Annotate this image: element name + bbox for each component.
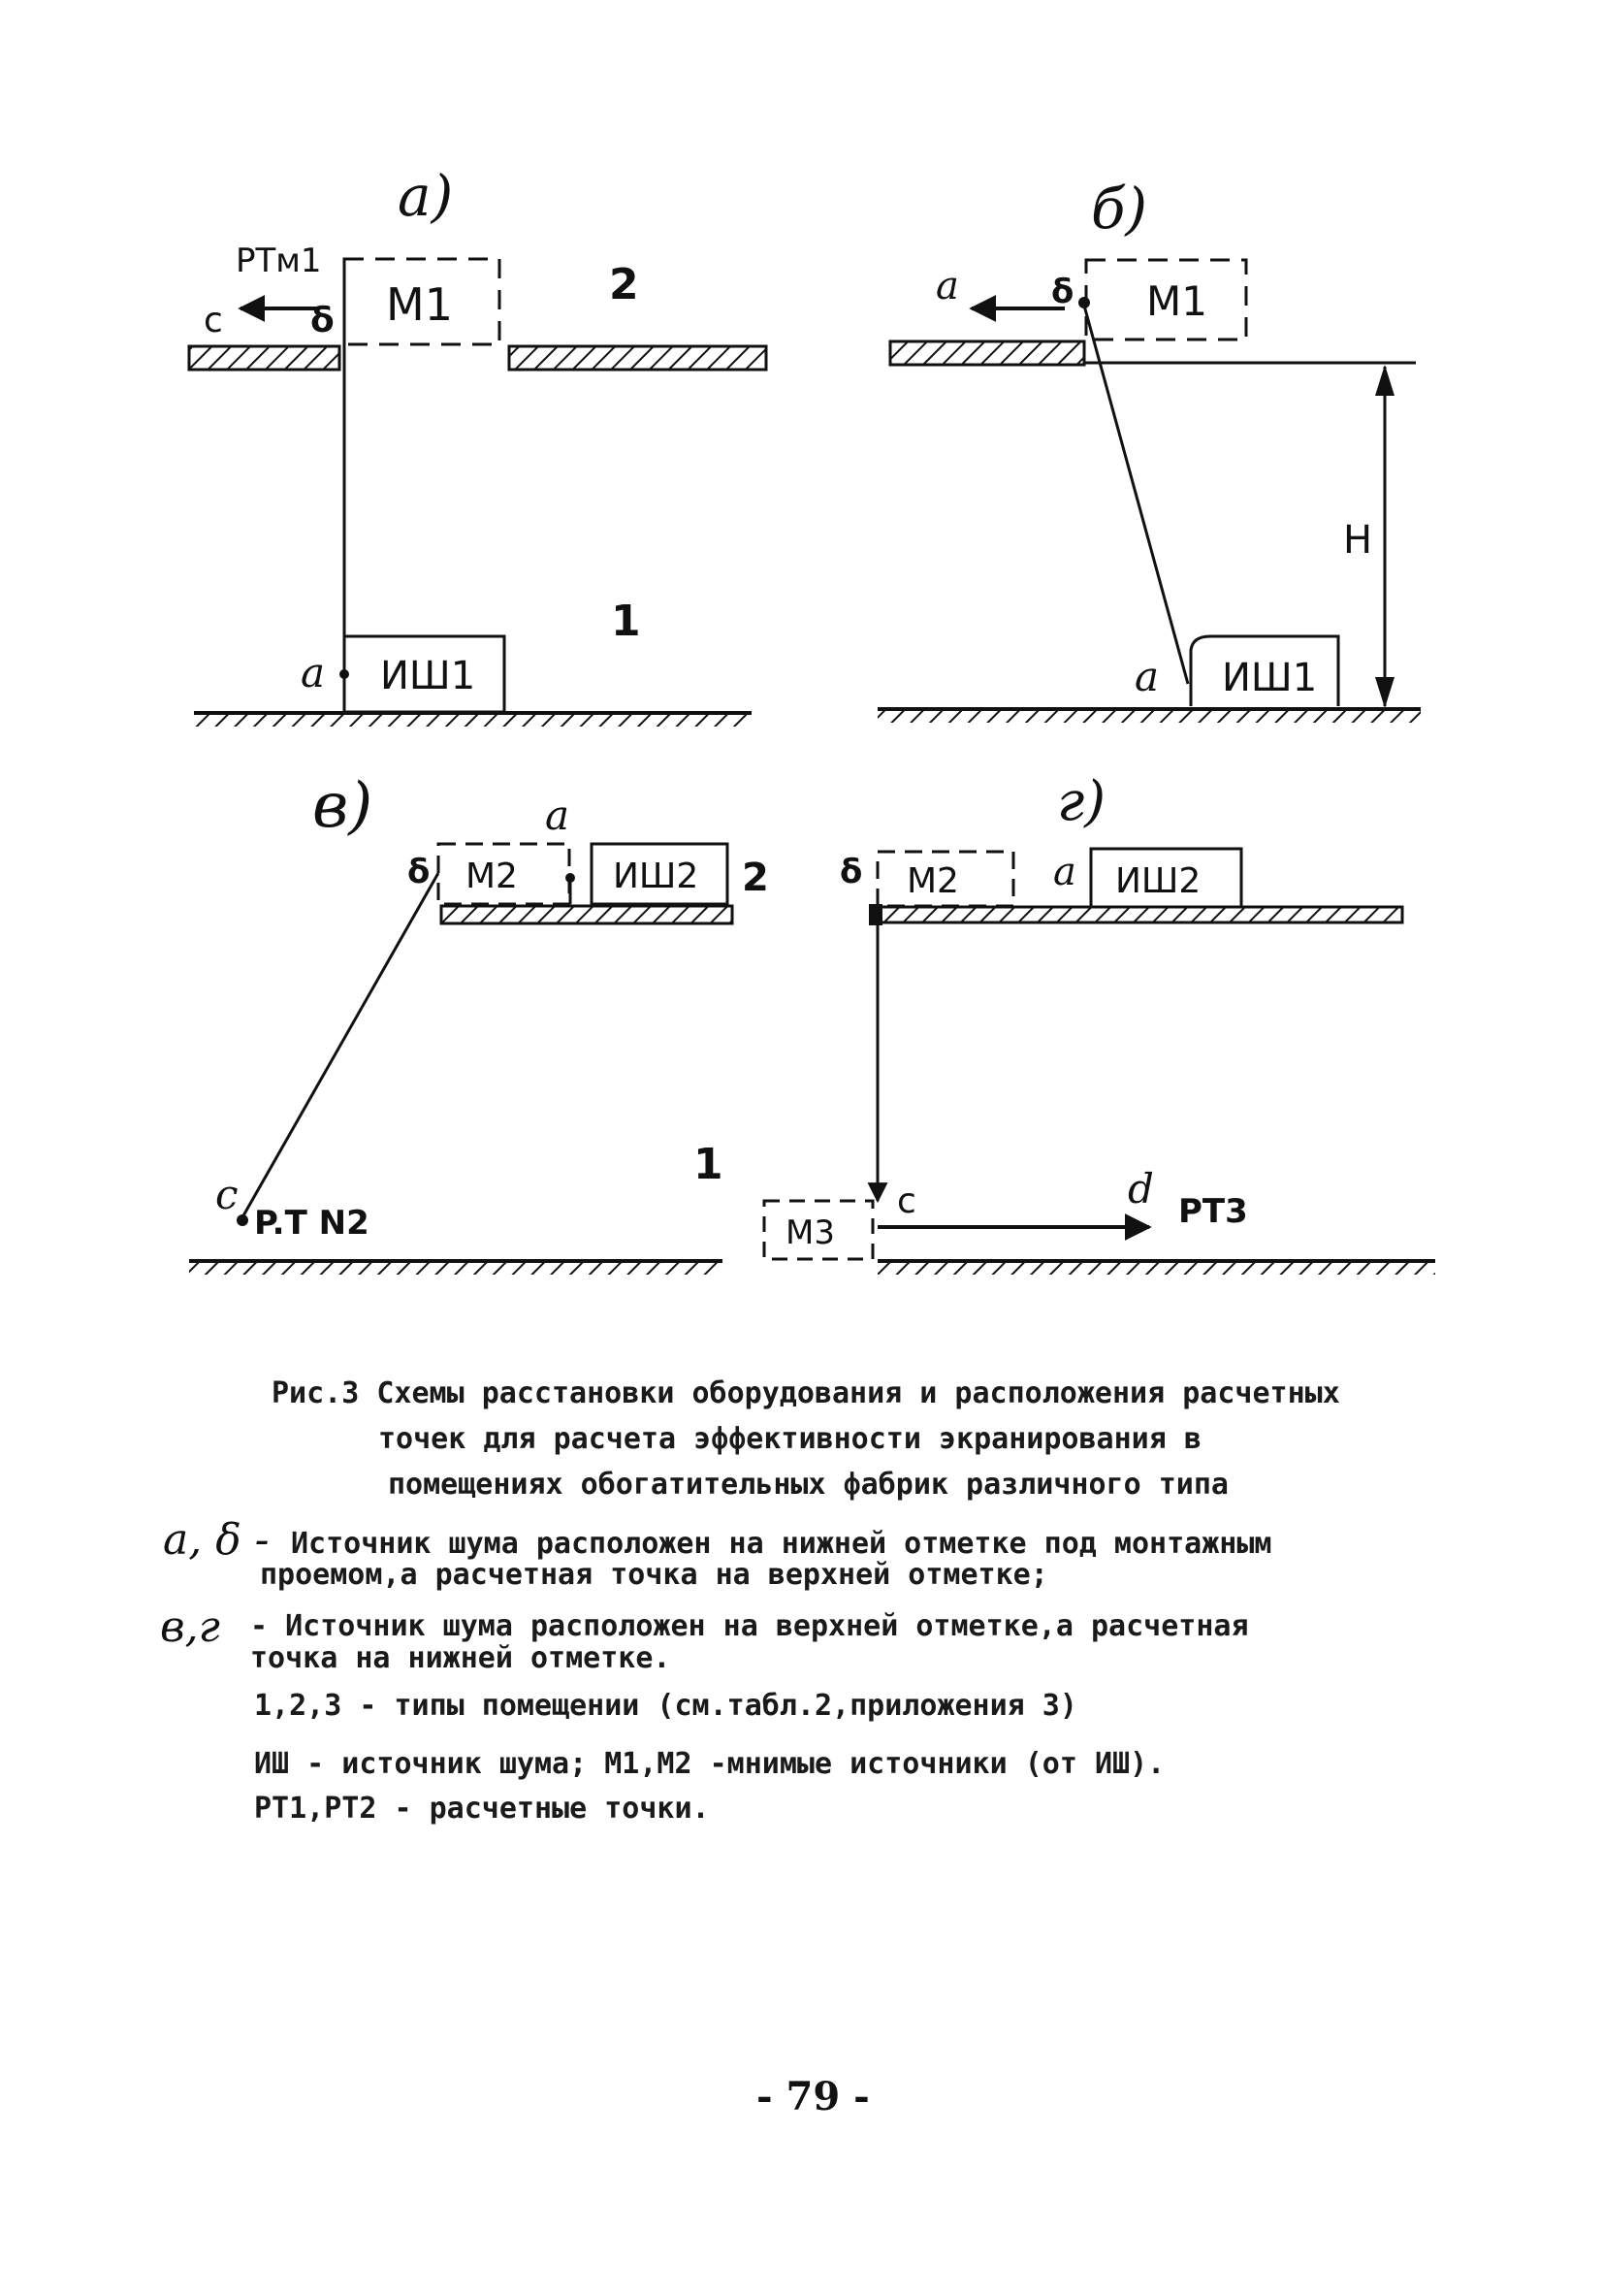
dimension-h-arrow-top [1375, 365, 1395, 396]
legend-line-5: РТ1,РТ2 - расчетные точки. [254, 1792, 710, 1826]
legend-key-2: в,г [160, 1602, 220, 1652]
rt-label-v: P.T N2 [254, 1204, 369, 1243]
panel-a [189, 163, 766, 727]
dimension-h-arrow-bottom [1375, 677, 1395, 708]
point-d-g: d [1128, 1165, 1154, 1213]
panel-v [189, 770, 769, 1275]
source-label-ish2-v: ИШ2 [613, 857, 699, 896]
source-label-ish1-b: ИШ1 [1222, 656, 1318, 700]
mirror-label-m1-b: M1 [1146, 277, 1207, 325]
legend-line-4: ИШ - источник шума; М1,М2 -мнимые источники (от ИШ). [254, 1747, 1166, 1781]
figure-caption [272, 1375, 1340, 1412]
floor-lower-v: 1 [693, 1140, 723, 1189]
panel-v-label: в) [312, 770, 373, 842]
ray-v-slanted [242, 873, 438, 1217]
ground-hatch-v [189, 1263, 722, 1275]
slab-g-edge [869, 904, 882, 925]
point-a-v: a [545, 792, 570, 839]
point-a-g: a [1053, 850, 1076, 894]
source-label-ish2-g: ИШ2 [1115, 861, 1202, 901]
caption-line-3-block [388, 1467, 1229, 1504]
panel-b [878, 176, 1421, 723]
ground-hatch-a [194, 715, 752, 727]
mirror-label-m1-a: M1 [386, 278, 453, 331]
floor-upper-v: 2 [742, 856, 769, 900]
point-c-a: c [204, 301, 223, 340]
point-dot-a [339, 669, 349, 679]
legend-text-2-line-1: - Источник шума расположен на верхней отметке,а расчетная [250, 1609, 1249, 1643]
slab-g [871, 907, 1402, 922]
point-a-v-dot [565, 873, 575, 883]
slab-a-left [189, 346, 339, 370]
point-b-b: δ [1051, 273, 1074, 311]
point-b-v: δ [407, 853, 431, 891]
slab-b-left [890, 341, 1084, 365]
ground-hatch-b [878, 711, 1421, 723]
slab-v [441, 906, 732, 923]
caption-line-1: Схемы расстановки оборудования и расположения расчетных [376, 1376, 1340, 1410]
dimension-h-label: H [1343, 518, 1373, 563]
caption-prefix: Рис. [272, 1376, 342, 1410]
point-b-a: δ [310, 301, 335, 340]
point-c-v: c [215, 1171, 239, 1218]
slab-a-right [509, 346, 766, 370]
mirror-label-m2-v: M2 [465, 857, 518, 896]
panel-g [764, 770, 1435, 1275]
legend-text-1-line-2: проемом,а расчетная точка на верхней отметке; [260, 1558, 1048, 1592]
mirror-label-m2-g: M2 [907, 861, 959, 901]
caption-line-2: точек для расчета эффективности экранирования в [378, 1422, 1202, 1456]
legend-line-3: 1,2,3 - типы помещении (см.табл.2,приложения 3) [254, 1689, 1077, 1723]
ground-hatch-g [878, 1263, 1435, 1275]
panel-b-label: б) [1091, 176, 1148, 242]
mirror-label-m3-g: M3 [785, 1213, 835, 1252]
legend-text-1-line-1: Источник шума расположен на нижней отметке под монтажным [291, 1527, 1272, 1561]
point-a-b: a [1135, 653, 1160, 700]
point-b-g: δ [840, 853, 863, 891]
caption-number: 3 [341, 1376, 360, 1410]
caption-line-3: помещениях обогатительных фабрик различного типа [388, 1468, 1229, 1502]
floor-upper-a: 2 [609, 260, 639, 309]
point-c-v-dot [237, 1214, 248, 1226]
panel-a-label: а) [398, 163, 454, 229]
point-a-a: a [301, 649, 326, 696]
floor-lower-a: 1 [611, 597, 641, 646]
caption-line-2-block [378, 1421, 1202, 1458]
rt-label-a: PTм1 [236, 242, 322, 280]
rt-label-g: PT3 [1178, 1192, 1248, 1231]
page-number: - 79 - [756, 2074, 870, 2119]
legend-text-2-line-2: точка на нижней отметке. [250, 1641, 671, 1675]
point-c-g: c [897, 1181, 916, 1221]
point-a-b-top: a [936, 264, 959, 308]
legend-key-1: а, δ - [163, 1515, 270, 1565]
source-label-ish1-a: ИШ1 [380, 654, 476, 698]
panel-g-label: г) [1057, 770, 1106, 833]
